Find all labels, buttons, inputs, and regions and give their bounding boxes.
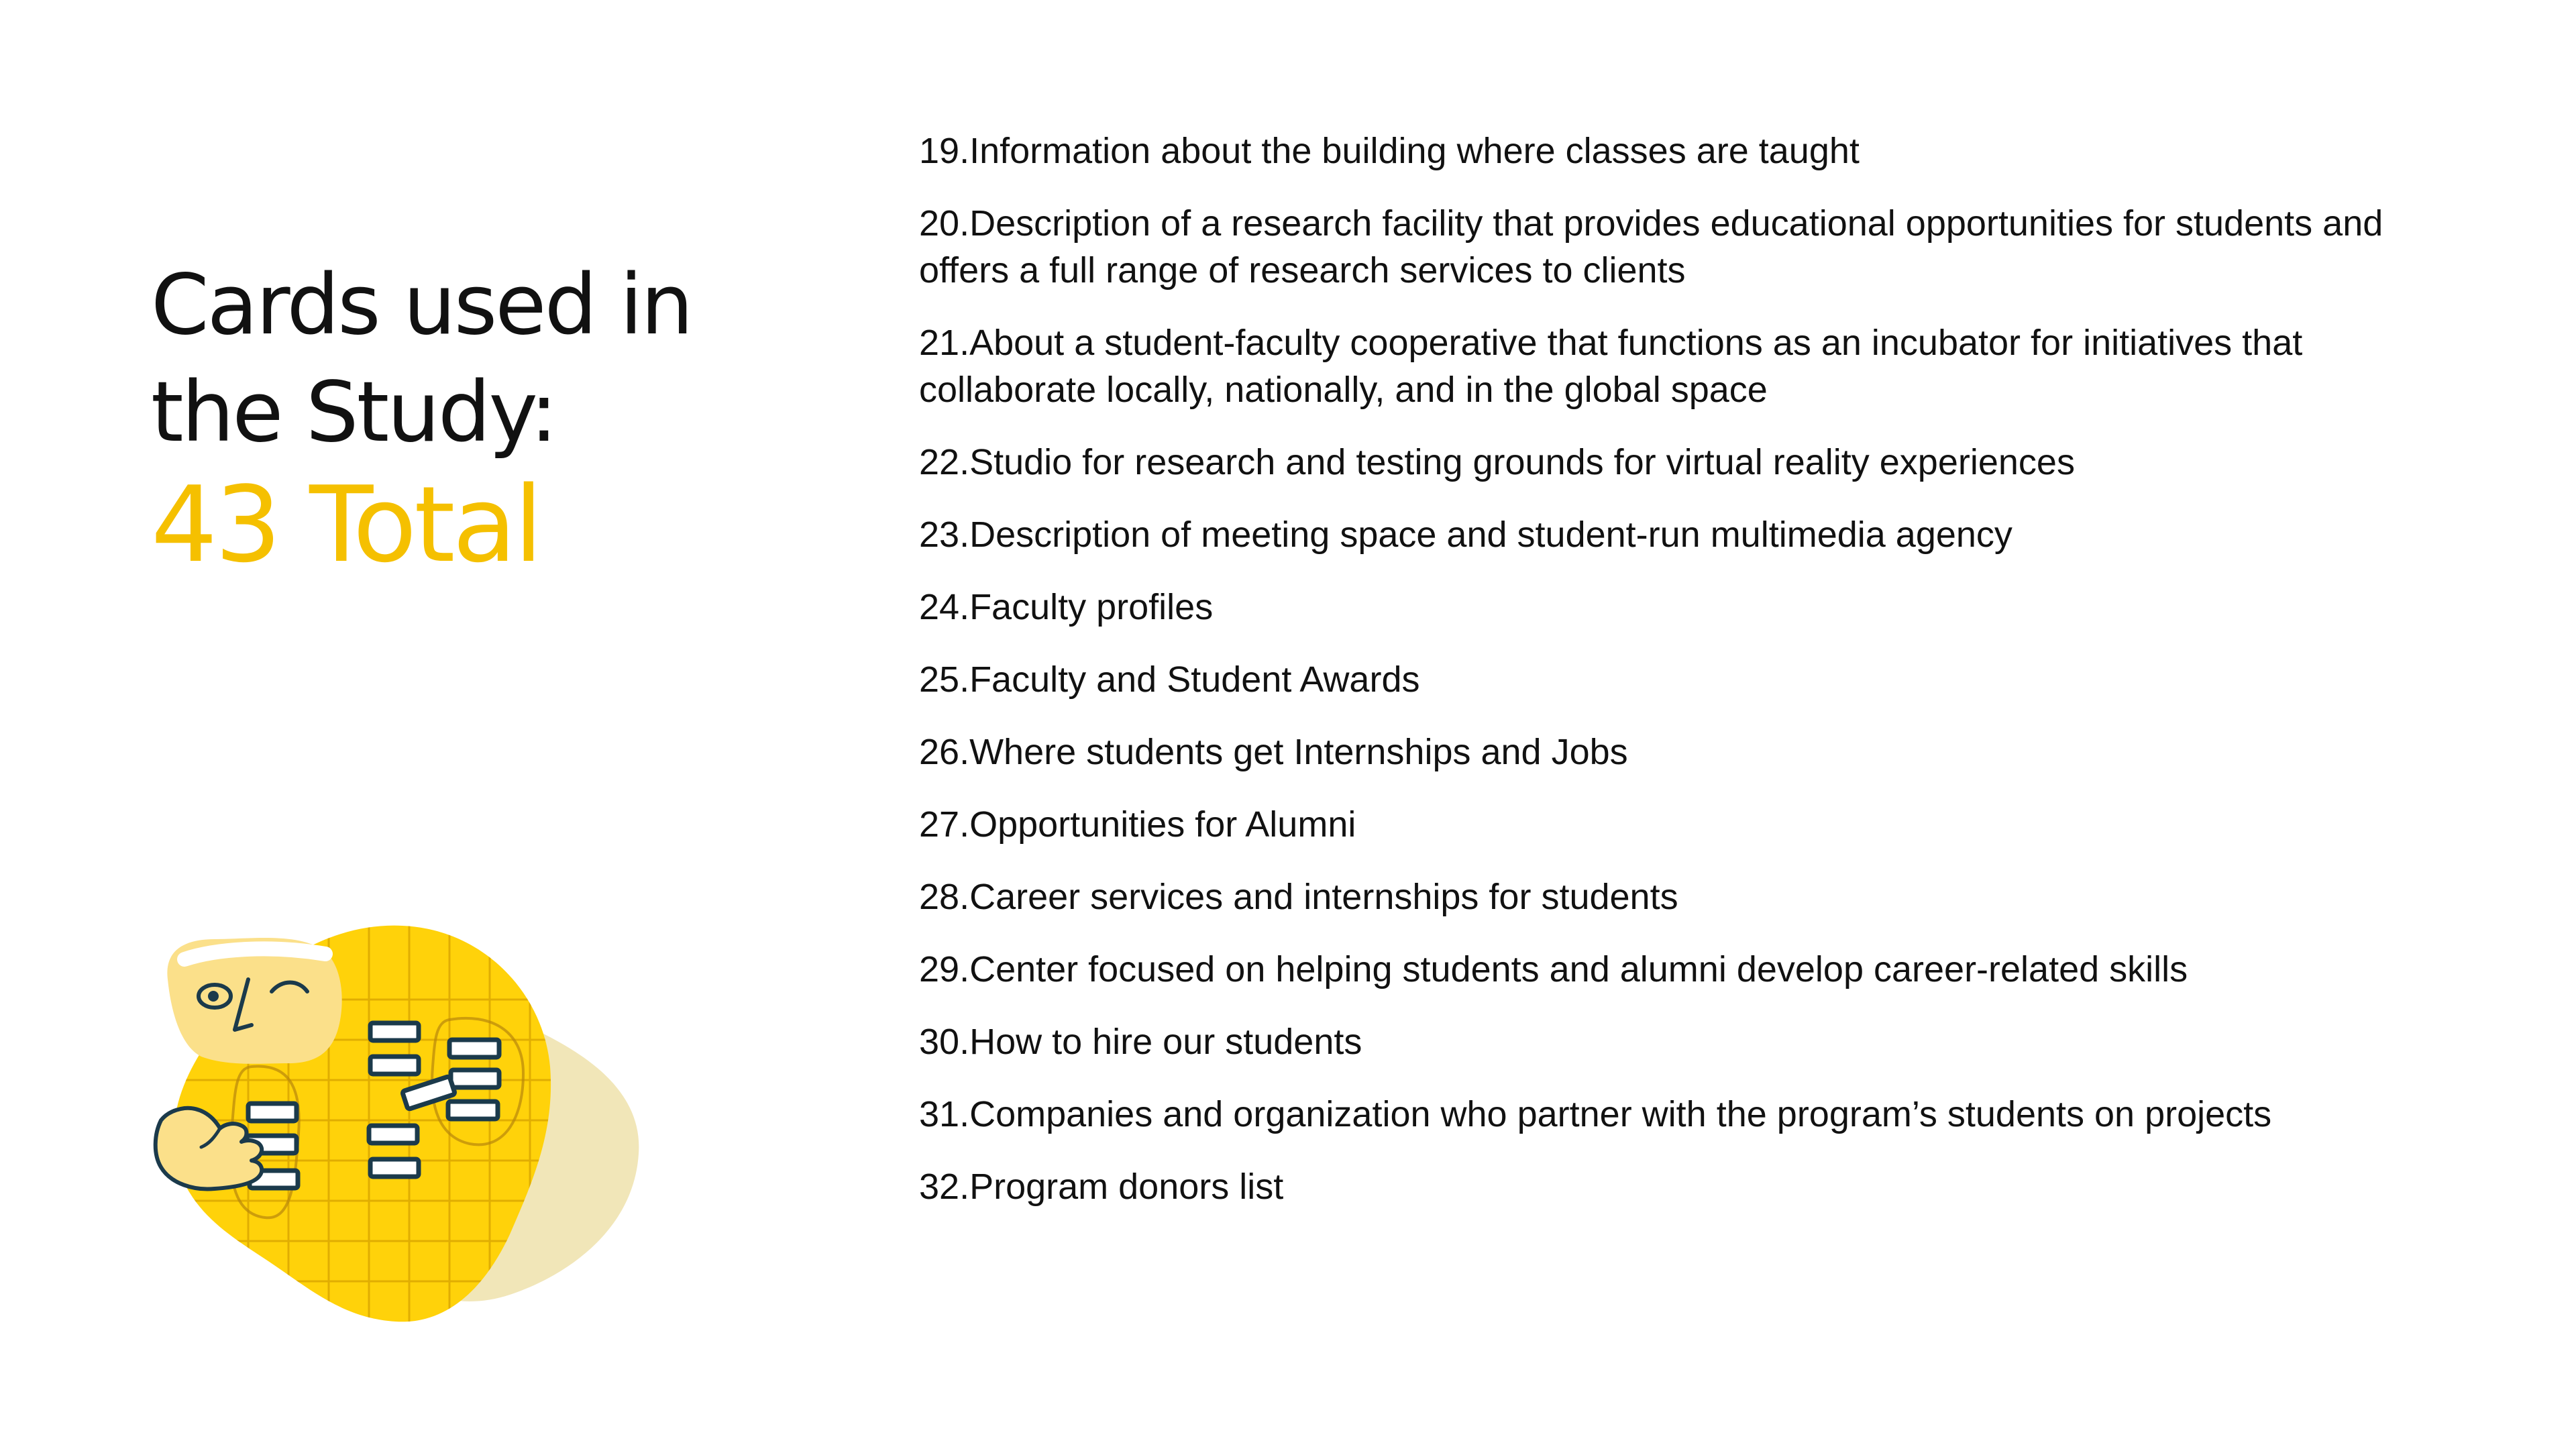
card-list [919,127,2482,1236]
card-sorting-illustration-icon [134,912,657,1328]
list-item: 20.Description of a research facility that provides educational opportunities for students and offers a full range of research services to clients [919,203,2383,290]
list-item: 32.Program donors list [919,1167,1284,1207]
page-title-line-2: the Study: [151,364,556,461]
list-item: 26.Where students get Internships and Jobs [919,732,1628,772]
list-item: 27.Opportunities for Alumni [919,804,1356,845]
list-item: 21.About a student-faculty cooperative that functions as an incubator for initiatives that collaborate locally, nationally, and in the global space [919,323,2303,410]
page-title-line-1: Cards used in [151,257,692,354]
list-item: 19.Information about the building where classes are taught [919,131,1860,171]
list-item: 28.Career services and internships for students [919,877,1678,917]
list-item: 24.Faculty profiles [919,587,1214,627]
list-item: 30.How to hire our students [919,1022,1362,1062]
list-item: 25.Faculty and Student Awards [919,659,1420,700]
list-item: 23.Description of meeting space and student-run multimedia agency [919,515,2012,555]
list-item: 31.Companies and organization who partner with the program’s students on projects [919,1094,2272,1134]
total-count: 43 Total [151,464,541,586]
title-block [151,252,822,584]
list-item: 29.Center focused on helping students and alumni develop career-related skills [919,949,2188,989]
list-item: 22.Studio for research and testing grounds for virtual reality experiences [919,442,2075,482]
